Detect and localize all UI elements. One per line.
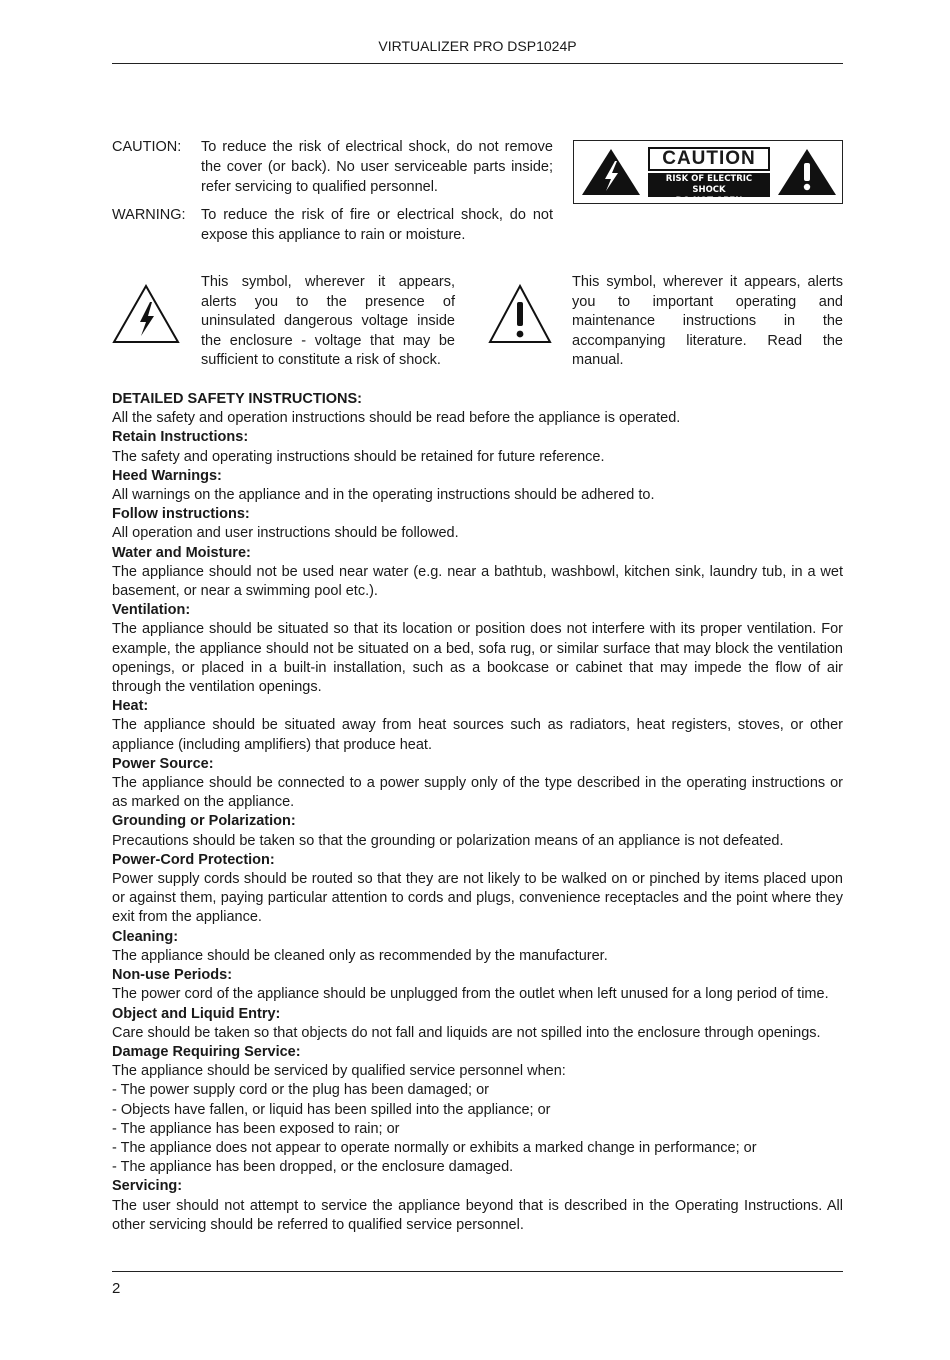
- section-body: The appliance should be connected to a power supply only of the type described in the operating instructions or as marked on the appliance.: [112, 775, 843, 811]
- voltage-symbol-description: This symbol, wherever it appears, alerts you to the presence of uninsulated dangerous voltage inside the enclosure - voltage that may be sufficient to constitute a risk of shock.: [201, 274, 455, 368]
- section-heading: Follow instructions:: [112, 506, 250, 523]
- section-body: All operation and user instructions should be followed.: [112, 525, 459, 542]
- section-body: All warnings on the appliance and in the operating instructions should be adhered to.: [112, 487, 655, 504]
- caution-text: To reduce the risk of electrical shock, do not remove the cover (or back). No user serviceable parts inside; refer servicing to qualified personnel.: [201, 139, 553, 195]
- safety-title: DETAILED SAFETY INSTRUCTIONS:: [112, 391, 362, 407]
- section-heading: Heat:: [112, 698, 149, 715]
- page-header-title: VIRTUALIZER PRO DSP1024P: [378, 38, 577, 54]
- section-heading: Object and Liquid Entry:: [112, 1005, 281, 1022]
- section-body: The appliance should not be used near water (e.g. near a bathtub, washbowl, kitchen sink, laundry tub, in a wet basement, or near a swimming pool etc.).: [112, 563, 843, 600]
- safety-instructions: [112, 390, 843, 1235]
- section-heading: Power-Cord Protection:: [112, 851, 275, 868]
- damage-list-item: - Objects have fallen, or liquid has been spilled into the appliance; or: [112, 1101, 551, 1118]
- section-heading: Ventilation:: [112, 602, 191, 619]
- caution-sign-text: [648, 147, 770, 206]
- caution-label: CAUTION:: [112, 139, 182, 155]
- caution-label-sign: [573, 140, 843, 204]
- section-heading: Water and Moisture:: [112, 544, 251, 561]
- damage-list-item: - The power supply cord or the plug has been damaged; or: [112, 1082, 489, 1099]
- section-heading: Cleaning:: [112, 928, 179, 945]
- section-heading: Power Source:: [112, 755, 214, 772]
- section-body: Precautions should be taken so that the grounding or polarization means of an appliance is not defeated.: [112, 832, 784, 849]
- safety-intro: All the safety and operation instructions should be read before the appliance is operated.: [112, 410, 681, 427]
- damage-list-item: - The appliance has been dropped, or the enclosure damaged.: [112, 1159, 514, 1176]
- instructions-symbol-description: This symbol, wherever it appears, alerts you to important operating and maintenance instructions in the accompanying literature. Read the manual.: [572, 274, 843, 368]
- section-heading: Heed Warnings:: [112, 467, 222, 484]
- lightning-bolt-warning-icon: [112, 284, 180, 344]
- caution-sign-title: CAUTION: [648, 147, 770, 171]
- caution-sign-line2: DO NOT OPEN: [675, 196, 743, 206]
- damage-list-item: - The appliance does not appear to operate normally or exhibits a marked change in performance; or: [112, 1139, 757, 1156]
- section-heading: Retain Instructions:: [112, 429, 249, 446]
- servicing-heading: Servicing:: [112, 1178, 183, 1195]
- lightning-triangle-icon: [580, 147, 642, 197]
- damage-list-item: - The appliance has been exposed to rain; or: [112, 1120, 400, 1137]
- section-heading: Non-use Periods:: [112, 967, 233, 984]
- section-body: Power supply cords should be routed so that they are not likely to be walked on or pinched by items placed upon or against them, paying particular attention to cords and plugs, convenience receptacles and the point where they exit from the appliance.: [112, 871, 843, 926]
- section-heading: Grounding or Polarization:: [112, 813, 296, 830]
- header-rule: [112, 63, 843, 64]
- footer-rule: [112, 1271, 843, 1272]
- section-heading: Damage Requiring Service:: [112, 1043, 301, 1060]
- caution-sign-line1: RISK OF ELECTRIC SHOCK: [665, 174, 753, 195]
- section-body: The appliance should be situated away from heat sources such as radiators, heat registers, stoves, or other appliance (including amplifiers) that produce heat.: [112, 717, 843, 753]
- caution-sign-subtext: [648, 173, 770, 206]
- section-body: The appliance should be situated so that its location or position does not interfere with its proper ventilation. For example, the appliance should not be situated on a bed, sofa rug, or similar surface that may block the ventilation openings, or placed in a built-in installation, such as a bookcase or cabinet that may impede the flow of air through the ventilation openings.: [112, 621, 843, 696]
- warning-label: WARNING:: [112, 207, 186, 223]
- section-body: The appliance should be cleaned only as recommended by the manufacturer.: [112, 947, 608, 964]
- exclamation-triangle-icon: [776, 147, 838, 197]
- page-number: 2: [112, 1280, 121, 1297]
- exclamation-warning-icon: [488, 284, 552, 344]
- section-body: The power cord of the appliance should be unplugged from the outlet when left unused for a long period of time.: [112, 986, 829, 1003]
- section-body: The safety and operating instructions should be retained for future reference.: [112, 448, 605, 465]
- servicing-body: The user should not attempt to service the appliance beyond that is described in the Operating Instructions. All other servicing should be referred to qualified service personnel.: [112, 1197, 843, 1233]
- section-body: Care should be taken so that objects do not fall and liquids are not spilled into the enclosure through openings.: [112, 1024, 821, 1041]
- warning-text: To reduce the risk of fire or electrical shock, do not expose this appliance to rain or moisture.: [201, 207, 553, 243]
- section-body: The appliance should be serviced by qualified service personnel when:: [112, 1063, 566, 1080]
